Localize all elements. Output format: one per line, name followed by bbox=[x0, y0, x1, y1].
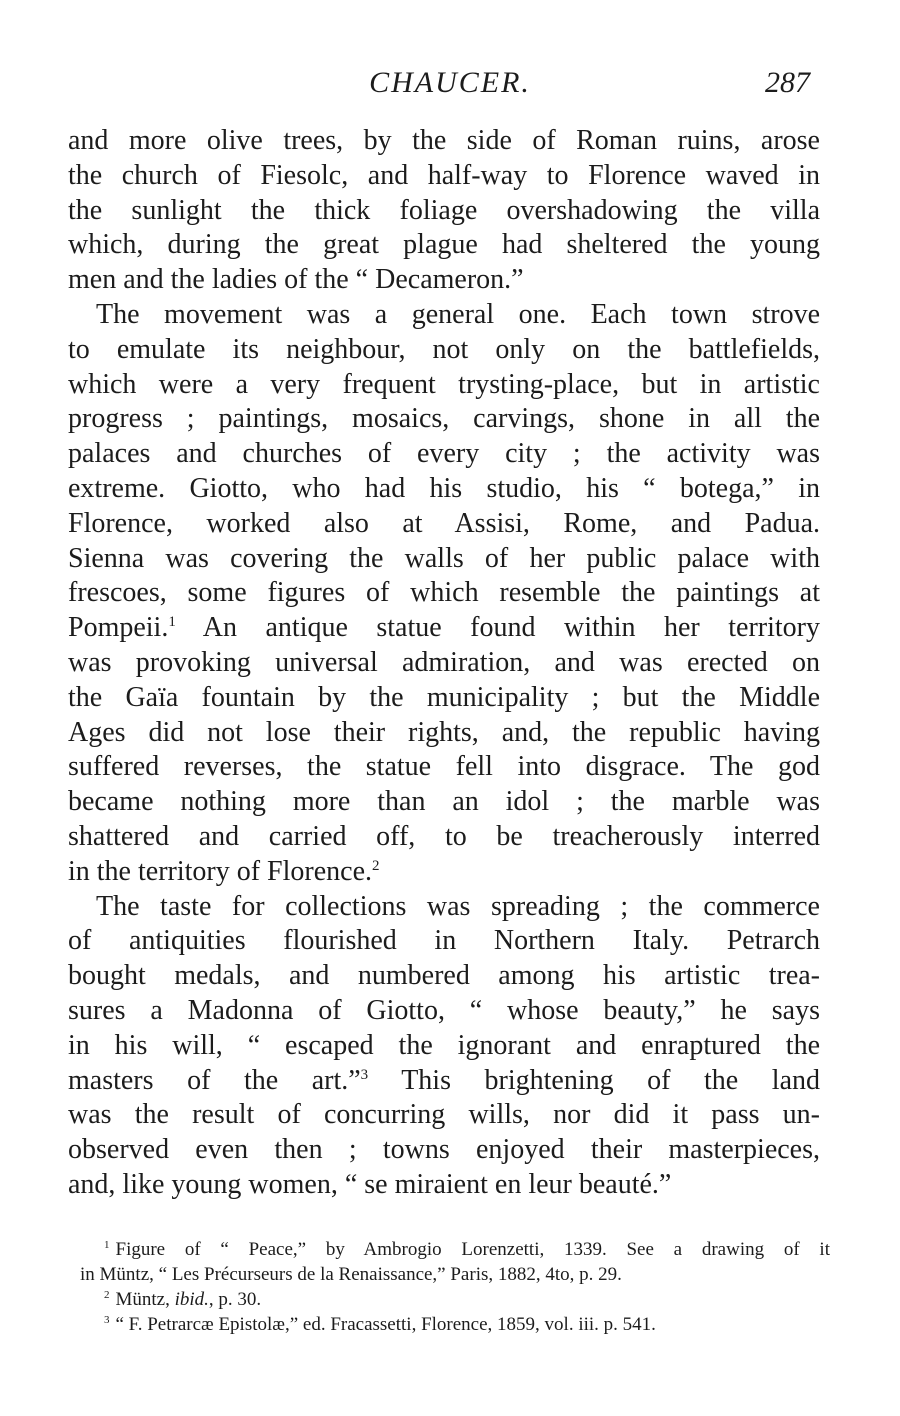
footnote-text: “ F. Petrarcæ Epistolæ,” ed. Fracassetti, Florence, 1859, vol. iii. p. 541. bbox=[115, 1314, 656, 1335]
text-line: Sienna was covering the walls of her public palace with bbox=[68, 542, 820, 574]
body-text bbox=[68, 124, 820, 1203]
text-line: sures a Madonna of Giotto, “ whose beauty,” he says bbox=[68, 994, 820, 1026]
text-line: was the result of concurring wills, nor did it pass un- bbox=[68, 1099, 820, 1131]
footnote-3 bbox=[80, 1312, 830, 1337]
footnote-ref-1: 1 bbox=[168, 614, 176, 631]
text-segment: An antique statue found within her territory bbox=[202, 612, 820, 644]
text-line: Ages did not lose their rights, and, the republic having bbox=[68, 716, 820, 748]
text-line: in his will, “ escaped the ignorant and enraptured the bbox=[68, 1029, 820, 1061]
paragraph-start-line: The taste for collections was spreading ; the commerce bbox=[96, 890, 820, 922]
text-line: palaces and churches of every city ; the activity was bbox=[68, 438, 820, 470]
footnote-mark-1: 1 bbox=[104, 1239, 110, 1251]
footnote-text: , p. 30. bbox=[208, 1289, 262, 1310]
text-line: observed even then ; towns enjoyed their masterpieces, bbox=[68, 1134, 820, 1166]
text-line: to emulate its neighbour, not only on the battlefields, bbox=[68, 333, 820, 365]
page-number: 287 bbox=[765, 66, 810, 99]
text-line: which, during the great plague had sheltered the young bbox=[68, 229, 820, 261]
text-line bbox=[68, 855, 820, 890]
text-line: which were a very frequent trysting-place, but in artistic bbox=[68, 368, 820, 400]
text-line: and more olive trees, by the side of Roman ruins, arose bbox=[68, 125, 820, 156]
text-line: of antiquities flourished in Northern Italy. Petrarch bbox=[68, 925, 820, 957]
text-line: Florence, worked also at Assisi, Rome, and Padua. bbox=[68, 507, 820, 539]
text-line: men and the ladies of the “ Decameron.” bbox=[68, 264, 524, 296]
text-line bbox=[68, 611, 820, 646]
footnotes bbox=[80, 1237, 830, 1337]
text-line bbox=[68, 1064, 820, 1099]
text-segment: This brightening of the land bbox=[401, 1064, 820, 1096]
text-segment: masters of the art.” bbox=[68, 1064, 361, 1096]
text-line: bought medals, and numbered among his artistic trea- bbox=[68, 960, 820, 992]
text-line: was provoking universal admiration, and was erected on bbox=[68, 646, 820, 678]
running-title: CHAUCER. bbox=[369, 66, 531, 99]
footnote-1 bbox=[80, 1237, 830, 1262]
running-head bbox=[0, 62, 900, 112]
footnote-mark-2: 2 bbox=[104, 1289, 110, 1301]
text-line: extreme. Giotto, who had his studio, his “ botega,” in bbox=[68, 472, 820, 504]
paragraph-start-line: The movement was a general one. Each town strove bbox=[96, 298, 820, 330]
footnote-ref-2: 2 bbox=[372, 857, 380, 874]
text-line: the sunlight the thick foliage overshadowing the villa bbox=[68, 194, 820, 226]
footnote-ref-3: 3 bbox=[360, 1066, 369, 1083]
footnote-author: Müntz, bbox=[115, 1289, 170, 1310]
text-line: suffered reverses, the statue fell into disgrace. The god bbox=[68, 751, 820, 783]
text-line: and, like young women, “ se miraient en leur beauté.” bbox=[68, 1168, 672, 1200]
footnote-text: Figure of “ Peace,” by Ambrogio Lorenzetti, 1339. See a drawing of it bbox=[115, 1239, 830, 1260]
text-line: the church of Fiesolc, and half-way to Florence waved in bbox=[68, 159, 820, 191]
footnote-mark-3: 3 bbox=[104, 1314, 110, 1326]
footnote-ibid: ibid. bbox=[174, 1289, 209, 1310]
footnote-2 bbox=[80, 1287, 830, 1312]
text-segment: in the territory of Florence. bbox=[68, 855, 373, 887]
text-line: frescoes, some figures of which resemble the paintings at bbox=[68, 577, 820, 609]
footnote-1-continued: in Müntz, “ Les Précurseurs de la Renaissance,” Paris, 1882, 4to, p. 29. bbox=[80, 1264, 622, 1285]
text-line: became nothing more than an idol ; the marble was bbox=[68, 786, 820, 818]
text-line: progress ; paintings, mosaics, carvings, shone in all the bbox=[68, 403, 820, 435]
text-line: shattered and carried off, to be treacherously interred bbox=[68, 820, 820, 852]
text-line: the Gaïa fountain by the municipality ; but the Middle bbox=[68, 681, 820, 713]
word-pompeii: Pompeii. bbox=[68, 612, 169, 644]
